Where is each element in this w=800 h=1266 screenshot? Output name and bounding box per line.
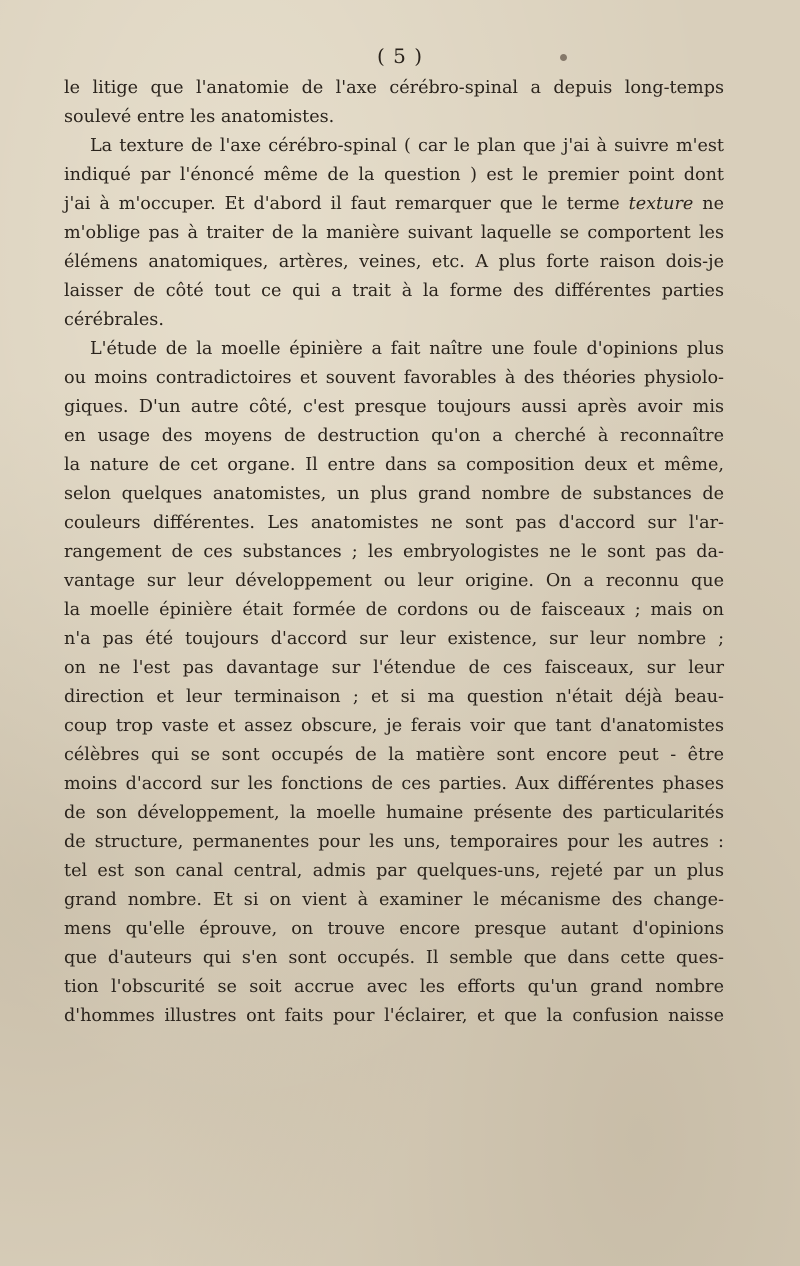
text-line: ou moins contradictoires et souvent favorables à des théories physiolo- (64, 368, 724, 388)
body-text (64, 74, 724, 1031)
text-line: de son développement, la moelle humaine présente des particularités (64, 803, 724, 823)
ink-spot (560, 54, 567, 61)
text-line: d'hommes illustres ont faits pour l'éclairer, et que la confusion naisse (64, 1006, 724, 1026)
page-number: ( 5 ) (376, 44, 424, 68)
text-line: tel est son canal central, admis par quelques-uns, rejeté par un plus (64, 861, 724, 881)
text-line: que d'auteurs qui s'en sont occupés. Il semble que dans cette ques- (64, 948, 724, 968)
text-line: n'a pas été toujours d'accord sur leur existence, sur leur nombre ; (64, 629, 724, 649)
text-line: tion l'obscurité se soit accrue avec les efforts qu'un grand nombre (64, 977, 724, 997)
text-line: coup trop vaste et assez obscure, je ferais voir que tant d'anatomistes (64, 716, 724, 736)
italic-word: texture (628, 194, 694, 214)
text-line-with-italic: j'ai à m'occuper. Et d'abord il faut remarquer que le terme texture ne (64, 194, 724, 214)
text-line: cérébrales. (64, 310, 164, 330)
text-line: giques. D'un autre côté, c'est presque toujours aussi après avoir mis (64, 397, 724, 417)
text-line: la nature de cet organe. Il entre dans sa composition deux et même, (64, 455, 724, 475)
text-line: couleurs différentes. Les anatomistes ne sont pas d'accord sur l'ar- (64, 513, 724, 533)
text-line: vantage sur leur développement ou leur origine. On a reconnu que (64, 571, 724, 591)
text-line: célèbres qui se sont occupés de la matière sont encore peut - être (64, 745, 724, 765)
text-line: moins d'accord sur les fonctions de ces parties. Aux différentes phases (64, 774, 724, 794)
text-line: on ne l'est pas davantage sur l'étendue de ces faisceaux, sur leur (64, 658, 724, 678)
text-line: soulevé entre les anatomistes. (64, 107, 335, 127)
text-line: direction et leur terminaison ; et si ma question n'était déjà beau- (64, 687, 724, 707)
text-line: laisser de côté tout ce qui a trait à la forme des différentes parties (64, 281, 724, 301)
text-line: la moelle épinière était formée de cordons ou de faisceaux ; mais on (64, 600, 724, 620)
text-line: L'étude de la moelle épinière a fait naître une foule d'opinions plus (90, 339, 724, 359)
text-line: rangement de ces substances ; les embryologistes ne le sont pas da- (64, 542, 724, 562)
text-line: élémens anatomiques, artères, veines, etc. A plus forte raison dois-je (64, 252, 724, 272)
text-line: en usage des moyens de destruction qu'on a cherché à reconnaître (64, 426, 724, 446)
text-line: selon quelques anatomistes, un plus grand nombre de substances de (64, 484, 724, 504)
text-line: grand nombre. Et si on vient à examiner le mécanisme des change- (64, 890, 724, 910)
text-line: indiqué par l'énoncé même de la question ) est le premier point dont (64, 165, 724, 185)
text-line: La texture de l'axe cérébro-spinal ( car le plan que j'ai à suivre m'est (90, 136, 724, 156)
text-line: m'oblige pas à traiter de la manière suivant laquelle se comportent les (64, 223, 724, 243)
text-line: le litige que l'anatomie de l'axe cérébro-spinal a depuis long-temps (64, 78, 724, 98)
text-line: de structure, permanentes pour les uns, temporaires pour les autres : (64, 832, 724, 852)
text-line: mens qu'elle éprouve, on trouve encore presque autant d'opinions (64, 919, 724, 939)
